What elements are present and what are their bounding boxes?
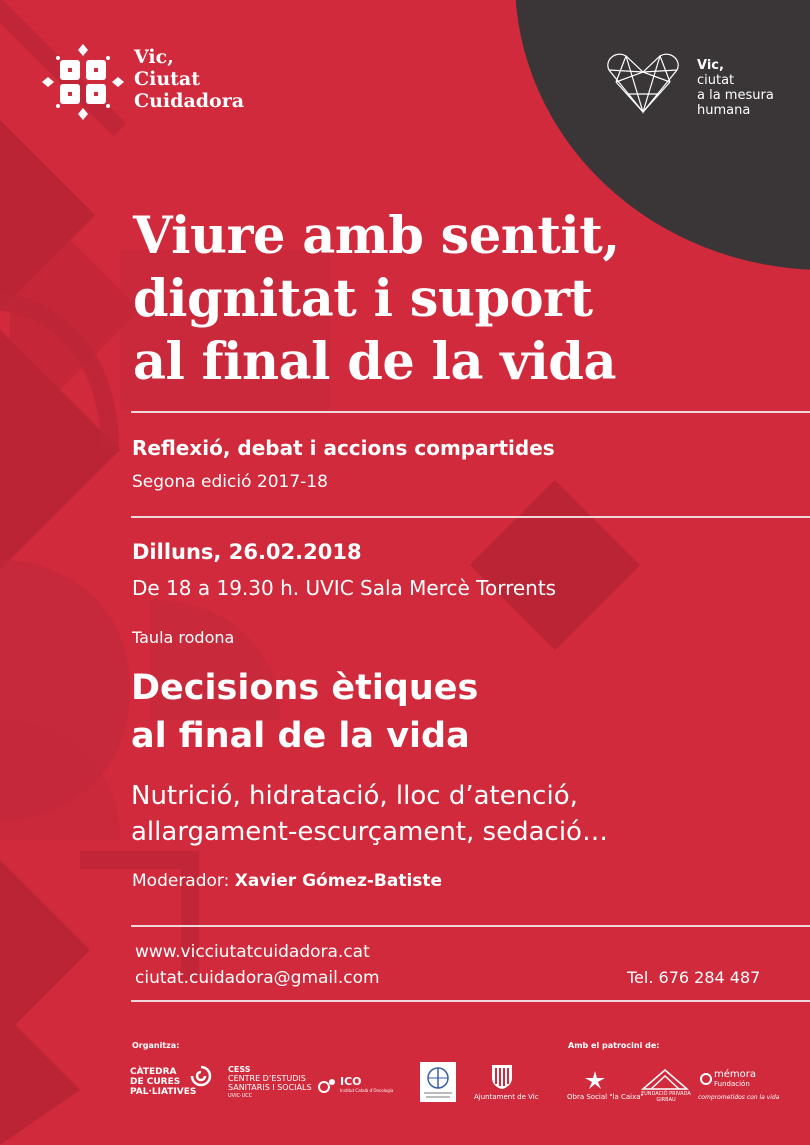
ico-logo — [340, 1076, 393, 1094]
email-link[interactable]: ciutat.cuidadora@gmail.com — [135, 968, 380, 988]
event-format: Taula rodona — [132, 628, 235, 647]
series-subtitle: Reflexió, debat i accions compartides — [132, 436, 555, 460]
catedra-line1: CÀTEDRA — [130, 1067, 177, 1077]
catedra-line2: DE CURES — [130, 1077, 181, 1087]
memora-line1: mémora — [714, 1069, 756, 1080]
memora-logo — [714, 1069, 756, 1089]
moderator-label: Moderador: — [132, 871, 230, 891]
girbau-line1: FUNDACIÓ PRIVADA — [641, 1091, 691, 1097]
ico-name: ICO — [340, 1075, 362, 1088]
cess-line1: CESS — [228, 1065, 251, 1074]
catedra-line3: PAL·LIATIVES — [130, 1087, 197, 1097]
divider — [131, 1000, 810, 1002]
brand-right-line3: a la mesura — [697, 88, 774, 103]
catedra-swirl-icon — [190, 1065, 212, 1087]
la-caixa-logo: Obra Social "la Caixa" — [567, 1093, 644, 1101]
series-edition: Segona edició 2017-18 — [132, 472, 328, 492]
sponsors-label: Amb el patrocini de: — [568, 1041, 660, 1050]
title-line3: al final de la vida — [133, 332, 616, 392]
brand-left-line2: Ciutat — [134, 68, 201, 90]
vic-ciutat-cuidadora-logo-icon — [38, 42, 128, 122]
title-line1: Viure amb sentit, — [133, 206, 620, 266]
cess-line2: CENTRE D’ESTUDIS — [228, 1074, 306, 1083]
moderator-name: Xavier Gómez-Batiste — [234, 871, 443, 891]
who-emblem-icon — [420, 1062, 456, 1102]
event-date: Dilluns, 26.02.2018 — [132, 540, 362, 564]
title-line2: dignitat i suport — [133, 269, 593, 329]
cess-logo — [228, 1065, 312, 1101]
topic-line1: Decisions ètiques — [131, 668, 479, 708]
moderator — [132, 871, 442, 891]
brand-right-line2: ciutat — [697, 73, 735, 88]
brand-left-line3: Cuidadora — [134, 90, 245, 112]
la-caixa-star-icon — [583, 1070, 607, 1090]
cess-line4: UVIC·UCC — [228, 1093, 253, 1099]
girbau-logo — [640, 1091, 692, 1103]
divider — [131, 516, 810, 518]
ico-full: Institut Català d’Oncologia — [340, 1088, 394, 1093]
website-link[interactable]: www.vicciutatcuidadora.cat — [135, 942, 370, 962]
memora-line2: Fundación — [714, 1080, 750, 1088]
event-topic — [131, 664, 478, 760]
ajuntament-shield-icon — [491, 1064, 513, 1090]
vic-heart-logo-icon — [606, 52, 680, 114]
ajuntament-logo: Ajuntament de Vic — [474, 1093, 539, 1101]
brand-left — [134, 46, 244, 112]
divider — [131, 411, 810, 413]
event-time-place: De 18 a 19.30 h. UVIC Sala Mercè Torrents — [132, 576, 557, 600]
brand-left-line1: Vic, — [134, 46, 174, 68]
girbau-icon — [641, 1068, 689, 1090]
girbau-line2: GIRBAU — [656, 1097, 676, 1103]
event-subtopic — [131, 778, 608, 850]
subtopic-line1: Nutrició, hidratació, lloc d’atenció, — [131, 781, 578, 811]
cess-line3: SANITARIS I SOCIALS — [228, 1083, 312, 1092]
subtopic-line2: allargament-escurçament, sedació… — [131, 817, 608, 847]
brand-right-line4: humana — [697, 103, 751, 118]
memora-icon — [699, 1072, 713, 1086]
phone-number: Tel. 676 284 487 — [627, 968, 761, 987]
catedra-logo — [130, 1067, 196, 1097]
divider — [131, 925, 810, 927]
memora-tagline: comprometidos con la vida — [698, 1094, 780, 1101]
organizers-label: Organitza: — [132, 1041, 180, 1050]
brand-right-line1: Vic, — [697, 58, 724, 73]
ico-icon — [318, 1075, 338, 1095]
brand-right — [697, 58, 774, 118]
main-title — [133, 205, 773, 394]
topic-line2: al final de la vida — [131, 716, 470, 756]
